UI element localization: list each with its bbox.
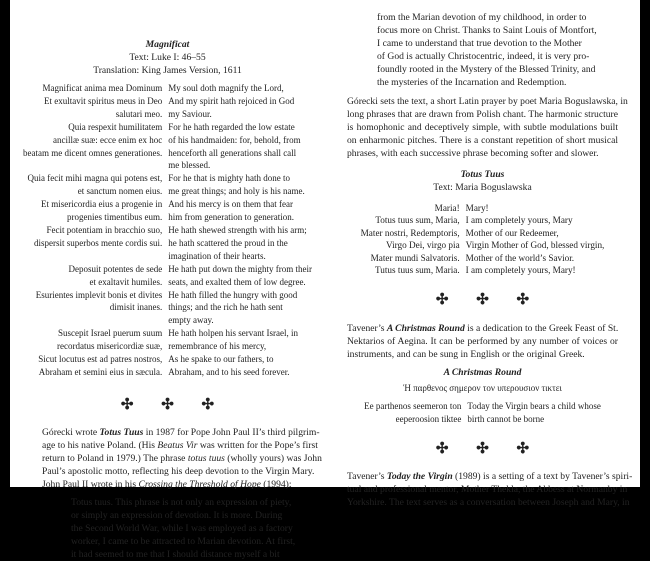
quote-line: the mysteries of the Incarnation and Redemption. (377, 77, 567, 88)
verse-row (23, 108, 312, 121)
work-title: A Christmas Round (386, 323, 465, 335)
right-page (325, 0, 640, 509)
translation-text: Virgin Mother of God, blessed virgin, (465, 240, 605, 251)
magnificat-heading (10, 38, 325, 77)
original-text: progenies timentibus eum. (67, 212, 163, 223)
translation-text: he hath scattered the proud in the (168, 237, 288, 248)
verse-row (23, 340, 312, 353)
magnificat-parallel-text (23, 82, 312, 379)
work-title: Totus Tuus (99, 426, 144, 438)
john-paul-quote (10, 496, 325, 561)
original-text: Mater mundi Salvatoris. (370, 252, 460, 263)
verse-row (361, 202, 605, 214)
christmas-round-title: A Christmas Round (443, 367, 522, 379)
original-text: Totus tuus sum, Maria, (375, 215, 460, 226)
translation-text: I am completely yours, Mary (465, 215, 573, 226)
totus-tuus-title: Totus Tuus (460, 169, 505, 180)
greek-text: Ἡ παρθενος σημερον τον υπερουσιον τικτει (403, 383, 562, 394)
original-text: Et exultavit spiritus meus in Deo (43, 95, 163, 106)
ornament-icon: ✣ (435, 292, 449, 309)
quote-line: the Second World War, while I was employed as a factory (71, 522, 293, 534)
verse-row (23, 198, 312, 211)
original-text: Fecit potentiam in bracchio suo, (46, 224, 163, 235)
christmas-round-heading (325, 366, 640, 395)
translation-text: And his mercy is on them that fear (168, 199, 293, 210)
ornament-icon: ✣ (516, 292, 530, 309)
ornament-icon: ✣ (476, 441, 489, 458)
verse-row (23, 224, 312, 237)
translation-text: my Saviour. (168, 108, 212, 119)
original-text: et exaltavit humiles. (89, 276, 163, 287)
original-text: beatam me dicent omnes generationes. (23, 147, 163, 158)
verse-row (361, 239, 605, 251)
translation-text: I am completely yours, Mary! (465, 265, 576, 276)
translation-text: Mother of our Redeemer, (465, 227, 559, 238)
translation-text: imagination of their hearts. (168, 250, 266, 261)
ornament-icon: ✣ (201, 396, 215, 413)
verse-row (23, 276, 312, 289)
original-text: Tutus tuus sum, Maria. (374, 265, 460, 276)
verse-row (23, 159, 312, 172)
verse-row (23, 147, 312, 160)
quote-line: focus more on Christ. Thanks to Saint Louis of Montfort, (377, 25, 597, 36)
original-text (23, 250, 168, 263)
original-text: Deposuit potentes de sede (68, 263, 163, 274)
original-text: Mater nostri, Redemptoris, (360, 227, 460, 238)
translation-text: me great things; and holy is his name. (168, 186, 305, 197)
section-divider (325, 290, 640, 309)
translation-text: of his handmaiden: for, behold, from (168, 134, 301, 145)
original-text: Abraham et semini eius in sæcula. (38, 366, 163, 377)
verse-row (23, 353, 312, 366)
magnificat-text-credit: Text: Luke I: 46–55 (129, 52, 206, 63)
translation-text: Abraham, and to his seed forever. (168, 366, 290, 377)
original-text: Suscepit Israel puerum suum (58, 328, 163, 339)
original-text: eeperoosion tiktee (395, 413, 462, 424)
translation-text: Mother of the world’s Savior. (465, 252, 575, 263)
translation-text: remembrance of his mercy, (168, 341, 267, 352)
totus-tuus-parallel-text (361, 202, 605, 276)
verse-row (23, 172, 312, 185)
magnificat-translation-credit: Translation: King James Version, 1611 (93, 65, 242, 76)
verse-row (23, 82, 312, 95)
totus-tuus-intro-paragraph: Górecki wrote Totus Tuus in 1987 for Pope John Paul II’s third pilgrim- age to his native Poland. (His Beatus Vir was written for the Pope’s first return to Poland in 1979.) The phrase totus tuus (wholly yours) was John Paul’s apostolic motto, reflecting his deep devotion to the Virgin Mary. John Paul II wrote in his Crossing the Threshold of Hope (1994): (42, 426, 322, 490)
verse-row (23, 314, 312, 327)
quote-line: worker, I came to be attracted to Marian devotion. At first, (71, 535, 296, 547)
verse-row (23, 95, 312, 108)
totus-tuus-text-credit: Text: Maria Boguslawska (433, 182, 532, 193)
original-text: et sanctum nomen eius. (77, 186, 163, 197)
verse-row (23, 185, 312, 198)
original-text: Virgo Dei, virgo pia (386, 240, 460, 251)
magnificat-title: Magnificat (145, 39, 190, 50)
verse-row (23, 327, 312, 340)
section-divider (325, 439, 640, 458)
original-text: recordatus misericordiæ suæ, (57, 341, 163, 352)
verse-row (364, 400, 601, 412)
verse-row (23, 121, 312, 134)
quote-line: Totus tuus. This phrase is not only an expression of piety, (71, 496, 292, 508)
today-the-virgin-intro-paragraph: Tavener’s Today the Virgin (1989) is a setting of a text by Tavener’s spiri- tual and professional mentor, Mother Thekla, the Abbess at Normanby in Yorkshire. The text serves as a conversation between Joseph and Mary, in (347, 471, 633, 509)
verse-row (361, 264, 605, 276)
quote-line: from the Marian devotion of my childhood, in order to (377, 12, 587, 23)
verse-row (23, 301, 312, 314)
quote-line: I came to understand that true devotion to the Mother (377, 38, 582, 49)
document-spread (10, 0, 640, 560)
translation-text: He hath put down the mighty from their (168, 263, 312, 274)
verse-row (23, 289, 312, 302)
verse-row (23, 263, 312, 276)
verse-row (23, 211, 312, 224)
ornament-icon: ✣ (476, 292, 489, 309)
quote-line: or simply an expression of devotion. It is more. During (71, 509, 283, 521)
christmas-round-parallel-text (364, 400, 601, 425)
original-text: Magnificat anima mea Dominum (42, 83, 163, 93)
translation-text: He hath holpen his servant Israel, in (168, 328, 298, 339)
christmas-round-intro-paragraph: Tavener’s A Christmas Round is a dedication to the Greek Feast of St. Nektarios of Aegina. It can be performed by any number of voices or instruments, and can be sung in English or the original Greek. (347, 323, 619, 361)
translation-text: Mary! (465, 203, 489, 213)
original-text: Quia fecit mihi magna qui potens est, (27, 173, 163, 184)
translation-text: seats, and exalted them of low degree. (168, 276, 306, 287)
work-title: Today the Virgin (386, 471, 453, 483)
translation-text: My soul doth magnify the Lord, (168, 83, 284, 93)
verse-row (23, 134, 312, 147)
book-title: Crossing the Threshold of Hope (138, 478, 261, 490)
verse-row (23, 366, 312, 379)
original-text (23, 159, 168, 172)
verse-row (361, 227, 605, 239)
ornament-icon: ✣ (435, 441, 449, 458)
left-page (10, 0, 325, 561)
verse-row (23, 250, 312, 263)
translation-text: me blessed. (168, 160, 211, 171)
translation-text: birth cannot be borne (467, 413, 545, 424)
translation-text: him from generation to generation. (168, 212, 294, 223)
original-text: dimisit inanes. (109, 302, 163, 313)
quote-line: of God is actually Christocentric, indeed, it is very pro- (377, 51, 590, 62)
translation-text: He hath filled the hungry with good (168, 289, 298, 300)
original-text: Sicut locutus est ad patres nostros, (38, 354, 163, 365)
original-text: Maria! (434, 203, 460, 213)
section-divider (10, 395, 325, 414)
translation-text: henceforth all generations shall call (168, 147, 297, 158)
ornament-icon: ✣ (120, 396, 134, 413)
translation-text: empty away. (168, 315, 214, 326)
john-paul-quote-continued (325, 11, 640, 89)
translation-text: For he hath regarded the low estate (168, 121, 295, 132)
quote-line: foundly rooted in the Mystery of the Blessed Trinity, and (377, 64, 596, 75)
gorecki-paragraph: Górecki sets the text, a short Latin prayer by poet Maria Boguslawska, in long phrases that are drawn from Polish chant. The harmonic structure is homophonic and deceptively simple, with subtle modulations built on enharmonic pitches. There is a constant repetition of short musical phrases, with each successive phrase becoming softer and slower. (347, 96, 628, 159)
translation-text: things; and the rich he hath sent (168, 302, 283, 313)
ornament-icon: ✣ (516, 441, 530, 458)
work-title: Beatus Vir (157, 439, 198, 451)
original-text: salutari meo. (115, 108, 163, 119)
original-text: Et misericordia eius a progenie in (41, 199, 163, 210)
quote-line: it had seemed to me that I should distance myself a bit (71, 548, 280, 560)
original-text: Quia respexit humilitatem (68, 121, 163, 132)
original-text: dispersit superbos mente cordis sui. (34, 237, 163, 248)
original-text: Esurientes implevit bonis et divites (35, 289, 163, 300)
translation-text: He hath shewed strength with his arm; (168, 224, 307, 235)
verse-row (361, 252, 605, 264)
translation-text: And my spirit hath rejoiced in God (168, 95, 295, 106)
verse-row (361, 214, 605, 226)
translation-text: For he that is mighty hath done to (168, 173, 290, 184)
original-text (23, 314, 168, 327)
translation-text: As he spake to our fathers, to (168, 354, 274, 365)
totus-tuus-heading (325, 168, 640, 194)
original-text: Ee parthenos seemeron ton (364, 401, 462, 412)
translation-text: Today the Virgin bears a child whose (467, 401, 601, 412)
verse-row (364, 413, 601, 425)
ornament-icon: ✣ (161, 396, 174, 413)
verse-row (23, 237, 312, 250)
original-text: ancillæ suæ: ecce enim ex hoc (53, 134, 163, 145)
